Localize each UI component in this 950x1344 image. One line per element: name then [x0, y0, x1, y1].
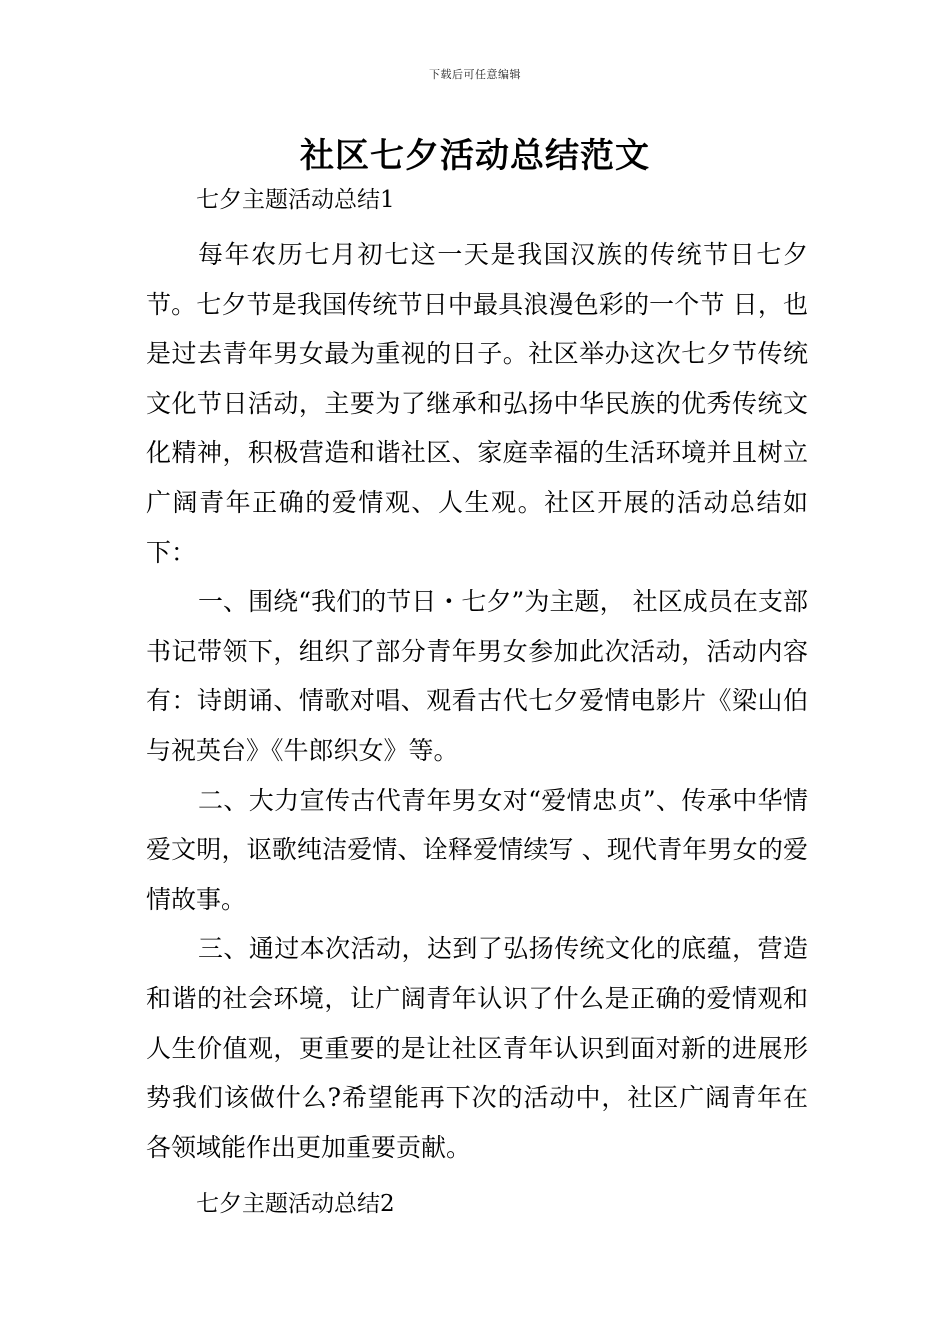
- document-title: 社区七夕活动总结范文: [300, 136, 650, 176]
- section-heading-1: 七夕主题活动总结1: [196, 187, 395, 213]
- section-heading-2: 七夕主题活动总结2: [196, 1191, 395, 1218]
- paragraph-point-2: 二、大力宣传古代青年男女对“爱情忠贞”、传承中华情爱文明，讴歌纯洁爱情、诠释爱情续写 、现代青年男女的爱情故事。: [146, 785, 808, 914]
- paragraph-point-1: 一、围绕“我们的节日・七夕”为主题， 社区成员在支部书记带领下，组织了部分青年男女参加此次活动，活动内容有：诗朗诵、情歌对唱、观看古代七夕爱情电影片《梁山伯与祝英台》《牛郎织女》等。: [146, 587, 808, 765]
- paragraph-intro: 每年农历七月初七这一天是我国汉族的传统节日七夕节。七夕节是我国传统节日中最具浪漫色彩的一个节 日，也是过去青年男女最为重视的日子。社区举办这次七夕节传统文化节日活动，主要为了继承和弘扬中华民族的优秀传统文化精神，积极营造和谐社区、家庭幸福的生活环境并且树立广阔青年正确的爱情观、人生观。社区开展的活动总结如下：: [146, 240, 808, 567]
- header-note: 下载后可任意编辑: [429, 68, 521, 81]
- document-body: [146, 176, 808, 1228]
- paragraph-point-3: 三、通过本次活动，达到了弘扬传统文化的底蕴，营造和谐的社会环境，让广阔青年认识了什么是正确的爱情观和人生价值观，更重要的是让社区青年认识到面对新的进展形势我们该做什么?希望能再下次的活动中，社区广阔青年在各领域能作出更加重要贡献。: [146, 934, 808, 1162]
